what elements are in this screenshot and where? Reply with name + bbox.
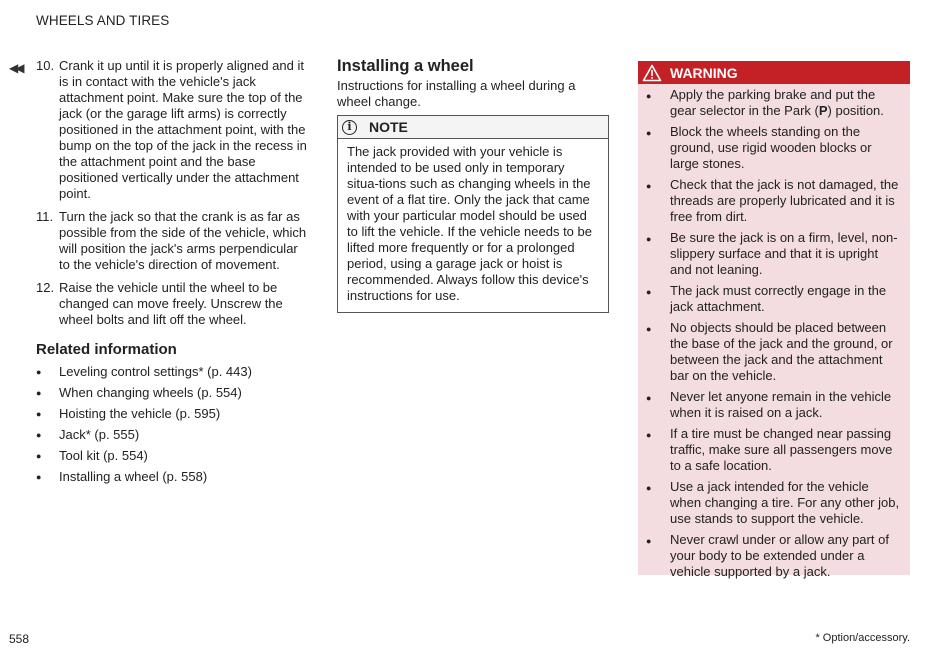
- warning-text: No objects should be placed between the base of the jack and the ground, or between the jack and the attachment bar on the vehicle.: [670, 320, 893, 383]
- info-icon: i: [342, 120, 357, 135]
- note-box: [337, 115, 609, 313]
- bullet-icon: ●: [36, 450, 42, 461]
- related-link-text[interactable]: When changing wheels (p. 554): [59, 384, 242, 400]
- warning-triangle-icon: [642, 64, 662, 82]
- warning-item: [646, 283, 902, 315]
- warning-item: [646, 124, 902, 172]
- footnote: * Option/accessory.: [815, 632, 910, 644]
- warning-text-part: ) position.: [827, 103, 884, 118]
- bullet-icon: ●: [646, 324, 652, 334]
- related-link[interactable]: [36, 361, 310, 382]
- installing-heading: Installing a wheel: [337, 57, 474, 75]
- bullet-icon: ●: [36, 429, 42, 440]
- installing-column: [337, 58, 609, 313]
- related-link-text[interactable]: Hoisting the vehicle (p. 595): [59, 405, 221, 421]
- related-link[interactable]: [36, 424, 310, 445]
- warning-text: The jack must correctly engage in the jack attachment.: [670, 283, 887, 314]
- warning-text: If a tire must be changed near passing traffic, make sure all passengers move to a safe location.: [670, 426, 893, 473]
- warning-item: [646, 389, 902, 421]
- warning-item: [646, 426, 902, 474]
- step-number: 11.: [36, 209, 54, 224]
- park-symbol: P: [818, 103, 828, 118]
- related-link[interactable]: [36, 466, 310, 487]
- double-left-arrow-icon[interactable]: ◀◀: [9, 61, 22, 75]
- bullet-icon: ●: [646, 91, 652, 101]
- warning-text: Be sure the jack is on a firm, level, non-slippery surface and that it is upright and not leaning.: [670, 230, 898, 277]
- related-link-text[interactable]: Jack* (p. 555): [59, 426, 140, 442]
- related-link-text[interactable]: Leveling control settings* (p. 443): [59, 363, 252, 379]
- warning-item: [646, 177, 902, 225]
- warning-text: Check that the jack is not damaged, the threads are properly lubricated and it is free from dirt.: [670, 177, 899, 224]
- warning-item: [646, 230, 902, 278]
- step-number: 10.: [36, 58, 55, 73]
- bullet-icon: ●: [646, 483, 652, 493]
- note-header: [338, 116, 608, 139]
- installing-intro: Instructions for installing a wheel during a wheel change.: [337, 78, 576, 109]
- steps-column: [36, 58, 310, 487]
- bullet-icon: ●: [646, 430, 652, 440]
- warning-text-part: Apply the parking brake and put the gear selector in the Park (: [670, 87, 876, 118]
- step-item: [36, 280, 310, 328]
- bullet-icon: ●: [646, 128, 652, 138]
- bullet-icon: ●: [36, 366, 42, 377]
- step-number: 12.: [36, 280, 55, 295]
- warning-list: [638, 84, 910, 580]
- note-text: The jack provided with your vehicle is intended to be used only in temporary situa-tions such as changing wheels in the event of a flat tire. Only the jack that came with your particular model should be used to lift the vehicle. If the vehicle needs to be lifted more frequently or for a prolonged period, using a garage jack or hoist is recommended. Always follow this device's instructions for use.: [347, 144, 592, 303]
- bullet-icon: ●: [36, 408, 42, 419]
- warning-item: [646, 87, 902, 119]
- related-information-heading: Related information: [36, 341, 177, 358]
- bullet-icon: ●: [646, 181, 652, 191]
- warning-box: [638, 61, 910, 579]
- warning-text: Never let anyone remain in the vehicle when it is raised on a jack.: [670, 389, 892, 420]
- step-text: Crank it up until it is properly aligned and it is in contact with the vehicle's jack attachment point. Make sure the top of the jack (or the garage lift arms) is correctly positioned in the attachment point, with the bump on the top of the jack in the recess in the attachment point and the base positioned vertically under the attachment point.: [59, 58, 307, 201]
- step-item: [36, 209, 310, 273]
- warning-item: [646, 532, 902, 580]
- bullet-icon: ●: [646, 287, 652, 297]
- related-link-text[interactable]: Installing a wheel (p. 558): [59, 468, 208, 484]
- warning-text: Use a jack intended for the vehicle when changing a tire. For any other job, use stands to support the vehicle.: [670, 479, 900, 526]
- related-link[interactable]: [36, 382, 310, 403]
- warning-text: [670, 87, 902, 119]
- warning-text: Never crawl under or allow any part of your body to be extended under a vehicle supported by a jack.: [670, 532, 889, 579]
- related-link[interactable]: [36, 403, 310, 424]
- step-text: Turn the jack so that the crank is as far as possible from the side of the vehicle, which will position the jack's arms perpendicular to the vehicle's direction of movement.: [59, 209, 307, 272]
- related-links-list: [36, 361, 310, 487]
- step-item: [36, 58, 310, 202]
- page-number: 558: [9, 632, 30, 646]
- related-link-text[interactable]: Tool kit (p. 554): [59, 447, 148, 463]
- related-link[interactable]: [36, 445, 310, 466]
- bullet-icon: ●: [36, 387, 42, 398]
- warning-text: Block the wheels standing on the ground, use rigid wooden blocks or large stones.: [670, 124, 872, 171]
- warning-header: [638, 61, 910, 84]
- step-text: Raise the vehicle until the wheel to be changed can move freely. Unscrew the wheel bolts and lift off the wheel.: [59, 280, 283, 327]
- warning-label: WARNING: [670, 64, 738, 81]
- bullet-icon: ●: [646, 536, 652, 546]
- bullet-icon: ●: [646, 234, 652, 244]
- section-title: WHEELS AND TIRES: [36, 13, 170, 28]
- warning-item: [646, 320, 902, 384]
- bullet-icon: ●: [36, 471, 42, 482]
- bullet-icon: ●: [646, 393, 652, 403]
- note-label: NOTE: [369, 119, 408, 135]
- warning-item: [646, 479, 902, 527]
